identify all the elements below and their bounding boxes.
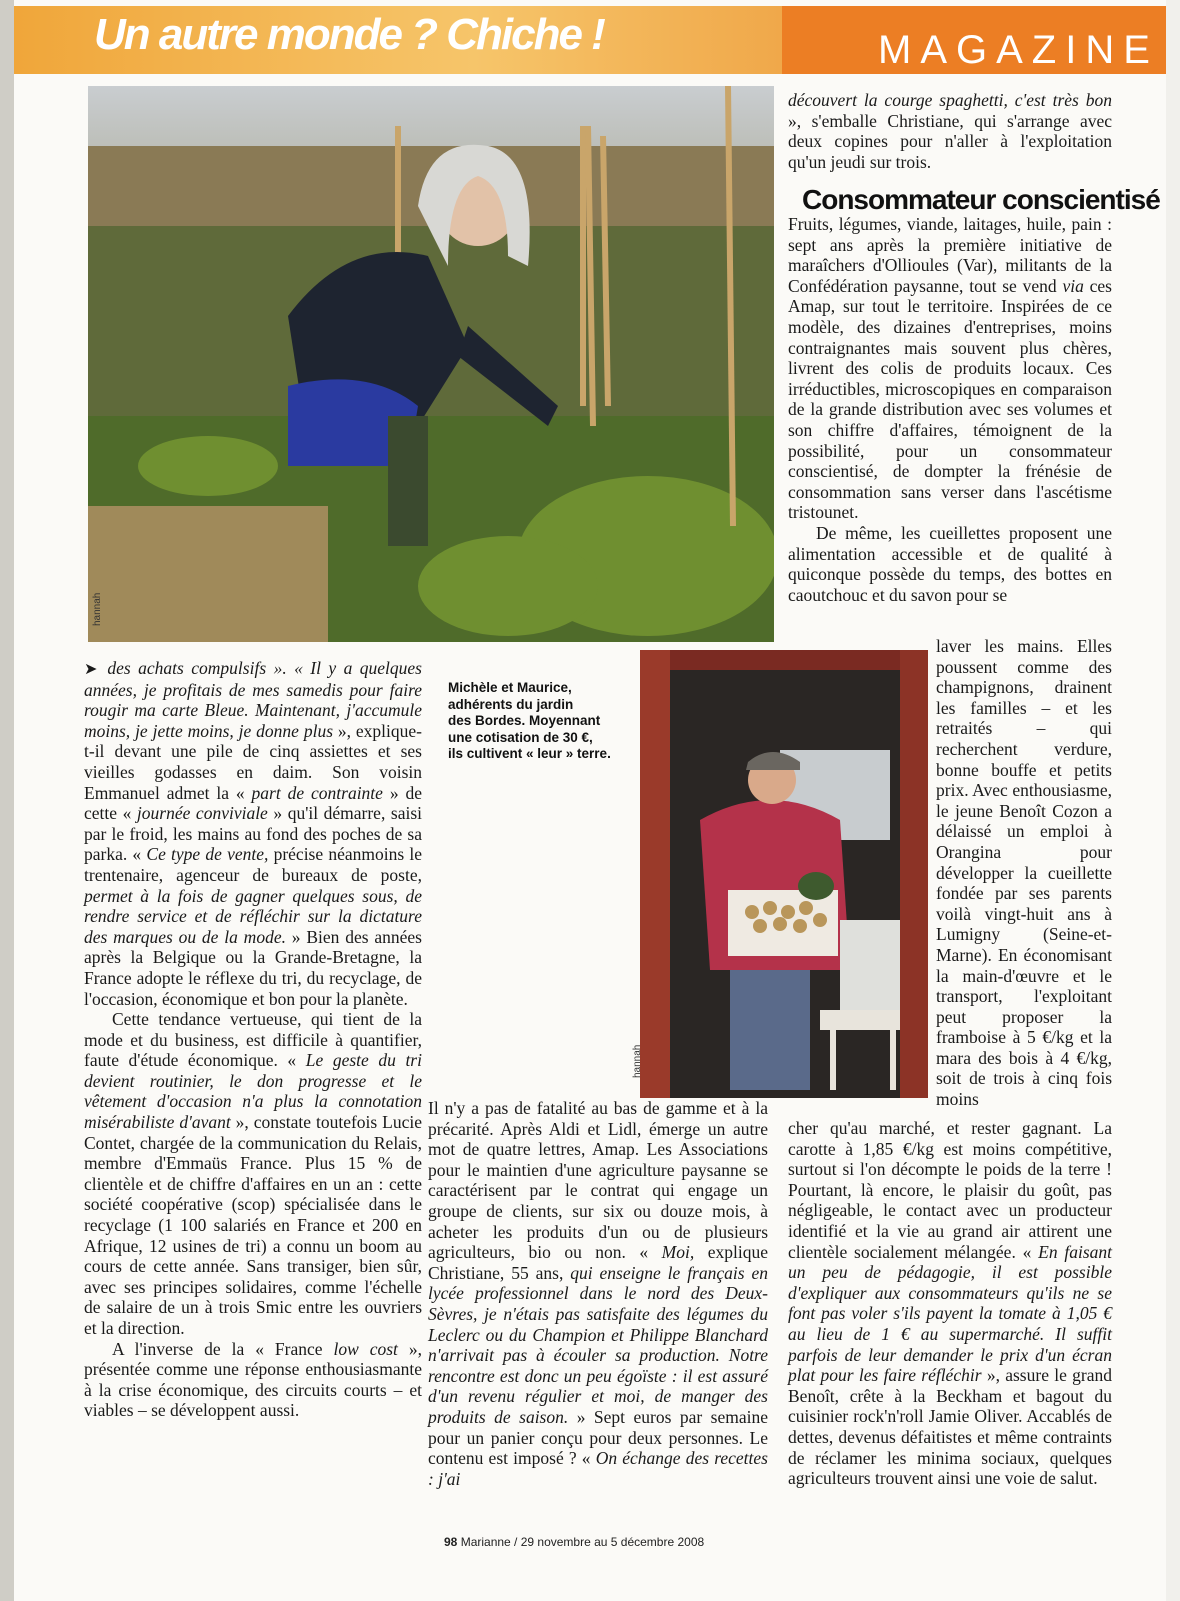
article-column-left (84, 658, 422, 1421)
article-column-right-narrow (936, 636, 1112, 1110)
paragraph: ➤ des achats compulsifs ». « Il y a quelques années, je profitais de mes samedis pour faire rougir ma carte Bleue. Maintenant, j'accumule moins, je jette moins, je donne plus », explique-t-il devant une pile de cinq assiettes et ses vieilles godasses en daim. Son voisin Emmanuel admet la « part de contrainte » de cette « journée conviviale » qu'il démarre, saisi par le froid, les mains au fond des poches de sa parka. « Ce type de vente, précise néanmoins le trentenaire, agenceur de bureaux de poste, permet à la fois de gagner quelques sous, de rendre service et de réfléchir sur la dictature des marques ou de la mode. » Bien des années après la Belgique ou la Grande-Bretagne, la France adopte le réflexe du tri, du recyclage, de l'occasion, économique et bon pour la planète. (84, 658, 422, 1009)
section-banner (14, 6, 1166, 74)
photo-man-with-crate (640, 650, 928, 1098)
photo-caption: Michèle et Maurice, adhérents du jardin des Bordes. Moyennant une cotisation de 30 €, ils cultivent « leur » terre. (448, 680, 611, 761)
shed-illustration (640, 650, 928, 1098)
paragraph: Fruits, légumes, viande, laitages, huile, pain : sept ans après la première initiative de maraîchers d'Ollioules (Var), militants de la Confédération paysanne, tout se vend via ces Amap, sur tout le territoire. Inspirées de ce modèle, des dizaines d'entreprises, moins contraignantes mais souvent plus chères, livrent des colis de produits locaux. Ces irréductibles, microscopiques en comparaison de la grande distribution avec ses volumes et son chiffre d'affaires, témoignent de la possibilité, pour un consommateur conscientisé, de dompter la frénésie de consommation sans verser dans l'ascétisme tristounet. (788, 214, 1112, 523)
magazine-label: MAGAZINE (878, 28, 1159, 72)
article-column-right-bottom (788, 1118, 1112, 1489)
paragraph: Cette tendance vertueuse, qui tient de la mode et du business, est difficile à quantifier, faute d'étude économique. « Le geste du tri devient routinier, le don progresse et le vêtement d'occasion n'a plus la connotation misérabiliste d'avant », constate toutefois Lucie Contet, chargée de la communication du Relais, membre d'Emmaüs France. Plus 15 % de clientèle et de chiffre d'affaires en un an : cette société coopérative (scop) spécialisée dans le recyclage (1 100 salariés en France et 200 en Afrique, 12 usines de tri) a connu un boom au cours de cette année. Sans transiger, bien sûr, avec ses principes solidaires, comme l'échelle de salaire de un à trois Smic entre les ouvriers et la direction. (84, 1009, 422, 1338)
magazine-page (14, 0, 1166, 1601)
paragraph: A l'inverse de la « France low cost », présentée comme une réponse enthousiasmante à la crise économique, des circuits courts – et viables – se développent aussi. (84, 1338, 423, 1421)
paragraph: De même, les cueillettes proposent une alimentation accessible et de qualité à quiconque possède du temps, des bottes en caoutchouc et du savon pour se (788, 522, 1112, 605)
article-column-right-top (788, 90, 1112, 172)
photo-credit-garden: hannah (92, 592, 103, 626)
article-column-middle (428, 1098, 768, 1489)
garden-illustration (88, 86, 774, 642)
paragraph: Il n'y a pas de fatalité au bas de gamme et à la précarité. Après Aldi et Lidl, émerge un autre mot de quatre lettres, Amap. Les Associations pour le maintien d'une agriculture paysanne se caractérisent par le contrat qui engage un groupe de clients, sur six ou douze mois, à acheter les produits d'un ou de plusieurs agriculteurs, bio ou non. « Moi, explique Christiane, 55 ans, qui enseigne le français en lycée professionnel dans le nord des Deux-Sèvres, je n'étais pas satisfaite des légumes du Leclerc ou du Champion et Philippe Blanchard n'arrivait pas à écouler sa production. Notre rencontre est donc un peu égoïste : il est assuré d'un revenu régulier et moi, de manger des produits de saison. » Sept euros par semaine pour un panier conçu pour deux personnes. Le contenu est imposé ? « On échange des recettes : j'ai (428, 1098, 768, 1489)
page-spine (0, 0, 14, 1601)
section-title: Un autre monde ? Chiche ! (94, 10, 604, 59)
paragraph: laver les mains. Elles poussent comme des champignons, drainent les familles – et les retraités – qui recherchent verdure, bonne bouffe et petits prix. Avec enthousiasme, le jeune Benoît Cozon a délaissé un emploi à Orangina pour développer la cueillette fondée par ses parents voilà vingt-huit ans à Lumigny (Seine-et-Marne). En économisant la main-d'œuvre et le transport, l'exploitant peut proposer la framboise à 5 €/kg et la mara des bois à 4 €/kg, soit de trois à cinq fois moins (936, 636, 1112, 1110)
banner-title-area (14, 6, 782, 74)
continuation-arrow-icon: ➤ (84, 659, 98, 678)
photo-woman-in-garden (88, 86, 774, 642)
page-footer (444, 1535, 704, 1549)
publication-info: Marianne / 29 novembre au 5 décembre 2008 (457, 1535, 705, 1549)
paragraph: cher qu'au marché, et rester gagnant. La carotte à 1,85 €/kg est moins compétitive, surtout si l'on décompte le poids de la terre ! Pourtant, là encore, le plaisir du goût, pas négligeable, le contact avec un producteur identifié et la vie au grand air attirent une clientèle socialement mélangée. « En faisant un peu de pédagogie, il est possible d'expliquer aux consommateurs qu'ils ne se font pas voler s'ils payent la tomate à 1,05 € au lieu de 1 € au supermarché. Il suffit parfois de leur demander le prix d'un écran plat pour les faire réfléchir », assure le grand Benoît, crête à la Beckham et bagout du cuisinier rock'n'roll Jamie Oliver. Accablés de dettes, devenus défaitistes et même contraints de réclamer les minima sociaux, quelques agriculteurs trouvent ainsi une voie de salut. (788, 1118, 1113, 1489)
article-column-right-mid (788, 214, 1112, 605)
paragraph: découvert la courge spaghetti, c'est très bon », s'emballe Christiane, qui s'arrange avec deux copines pour n'aller à l'exploitation qu'un jeudi sur trois. (788, 90, 1112, 172)
photo-credit-shed: hannah (632, 1044, 643, 1078)
subheading-consommateur: Consommateur conscientisé (802, 184, 1160, 215)
page-number: 98 (444, 1535, 458, 1549)
banner-magazine-area (782, 6, 1166, 74)
